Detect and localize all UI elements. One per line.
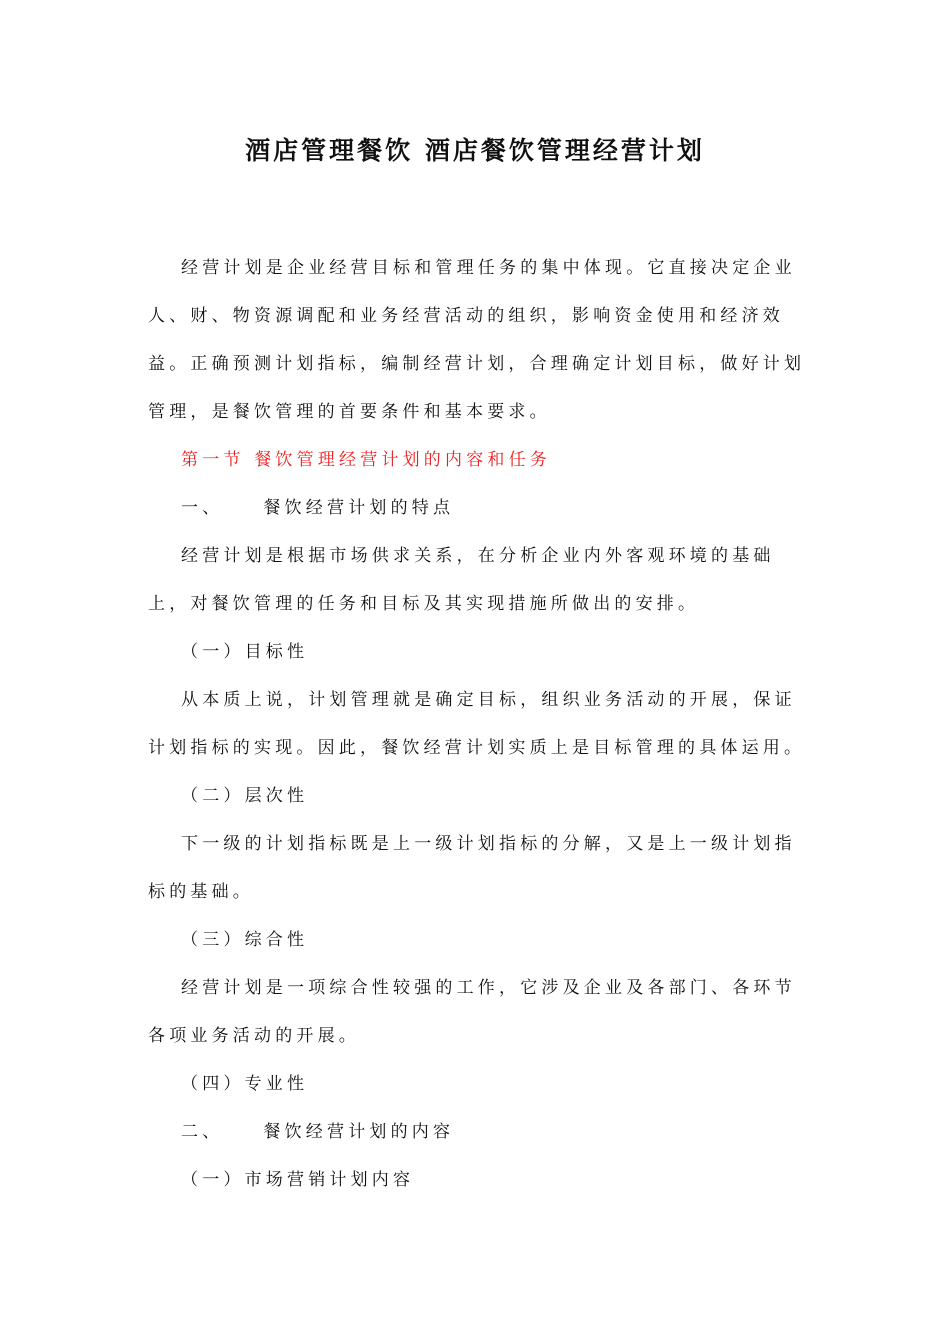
- item1-paragraph: 从本质上说，计划管理就是确定目标，组织业务活动的开展，保证计划指标的实现。因此，餐饮经营计划实质上是目标管理的具体运用。: [148, 690, 806, 758]
- part-number-1: 一、: [181, 498, 224, 518]
- part-title-1: 餐饮经营计划的特点: [263, 498, 455, 518]
- part1-paragraph: 经营计划是根据市场供求关系，在分析企业内外客观环境的基础上，对餐饮管理的任务和目标及其实现措施所做出的安排。: [148, 546, 775, 614]
- document-body: [148, 244, 808, 1204]
- item2-paragraph: 下一级的计划指标既是上一级计划指标的分解，又是上一级计划指标的基础。: [148, 834, 796, 902]
- item-heading-4: （四）专业性: [181, 1074, 309, 1094]
- part-heading-1: [148, 484, 808, 532]
- part-title-2: 餐饮经营计划的内容: [263, 1122, 455, 1142]
- sub-heading-1: （一）市场营销计划内容: [181, 1170, 415, 1190]
- item-heading-3: （三）综合性: [181, 930, 309, 950]
- section-heading: 第一节 餐饮管理经营计划的内容和任务: [181, 450, 552, 470]
- item3-paragraph: 经营计划是一项综合性较强的工作，它涉及企业及各部门、各环节各项业务活动的开展。: [148, 978, 796, 1046]
- document-title: 酒店管理餐饮 酒店餐饮管理经营计划: [245, 136, 705, 165]
- part-number-2: 二、: [181, 1122, 224, 1142]
- part-heading-2: [148, 1108, 808, 1156]
- intro-paragraph: 经营计划是企业经营目标和管理任务的集中体现。它直接决定企业人、财、物资源调配和业务经营活动的组织，影响资金使用和经济效益。正确预测计划指标，编制经营计划，合理确定计划目标，做好计划管理，是餐饮管理的首要条件和基本要求。: [148, 258, 806, 422]
- item-heading-2: （二）层次性: [181, 786, 309, 806]
- item-heading-1: （一）目标性: [181, 642, 309, 662]
